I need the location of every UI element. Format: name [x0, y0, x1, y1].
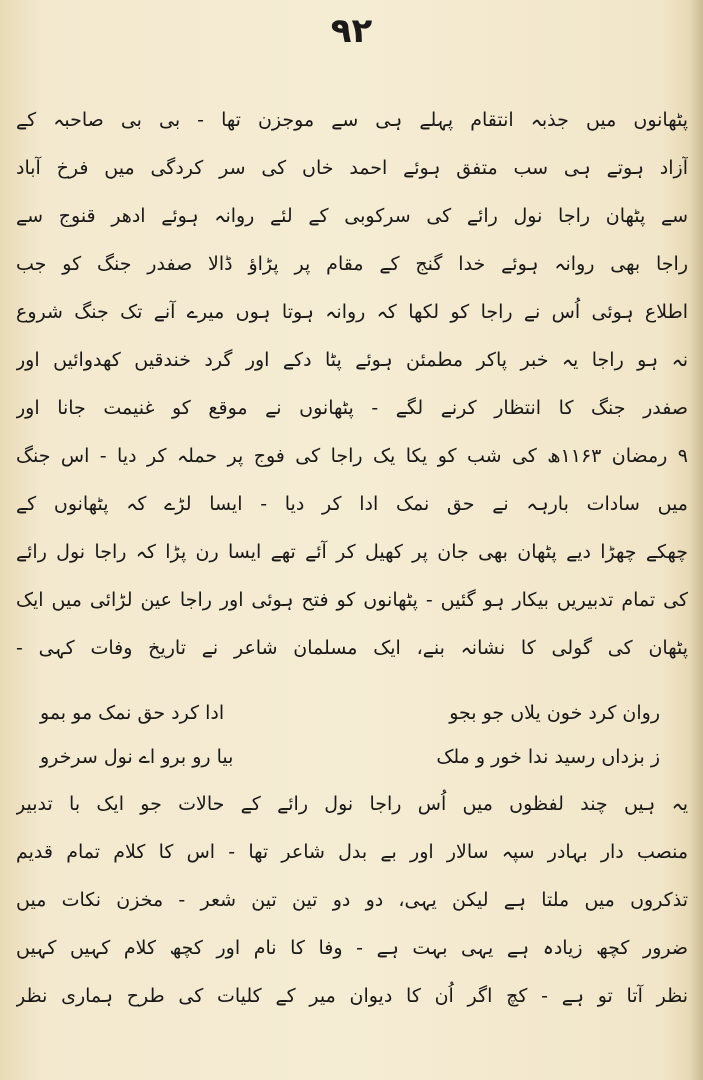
text-line: تذکروں میں ملتا ہے لیکن یہی، دو دو تین تین شعر - مخزن نکات میں [16, 889, 688, 911]
text-line: نظر آتا تو ہے - کچ اگر اُن کا دیوان میر کے کلیات کی طرح ہماری نظر [16, 985, 688, 1007]
text-line: پٹھان کی گولی کا نشانہ بنے، ایک مسلمان شاعر نے تاریخ وفات کہی - [16, 637, 688, 659]
paragraph-1 [16, 96, 688, 672]
page-number: ۹۲ [330, 11, 373, 51]
text-line: منصب دار بہادر سپہ سالار اور بے بدل شاعر تھا - اس کا کلام تمام قدیم [16, 841, 688, 863]
text-line: چھکے چھڑا دیے پٹھان بھی جان پر کھیل کر آئے تھے ایسا رن پڑا کہ راجا نول رائے [16, 541, 688, 563]
text-line: میں سادات بارہہ نے حق نمک ادا کر دیا - ایسا لڑے کہ پٹھانوں کے [16, 493, 688, 515]
paragraph-2 [16, 780, 688, 1020]
text-line: صفدر جنگ کا انتظار کرنے لگے - پٹھانوں نے موقع کو غنیمت جانا اور [16, 397, 688, 419]
verse-hemistich-right: روان کرد خون یلاں جو بجو [449, 702, 660, 724]
text-line: سے پٹھان راجا نول رائے کی سرکوبی کے لئے روانہ ہوئے ادھر قنوج سے [16, 205, 688, 227]
text-line: کی تمام تدبیریں بیکار ہو گئیں - پٹھانوں کو فتح ہوئی اور راجا عین لڑائی میں ایک [16, 589, 688, 611]
text-line: نہ ہو راجا یہ خبر پاکر مطمئن ہوئے پٹا دکے اور گرد خندقیں کھدوائیں اور [16, 349, 688, 371]
page-edge-shadow [689, 0, 703, 1080]
text-line: ضرور کچھ زیادہ ہے یہی بہت ہے - وفا کا نام اور کچھ کلام کہیں کہیں [16, 937, 688, 959]
text-line: آزاد ہوتے ہی سب متفق ہوئے احمد خاں کی سر کردگی میں فرخ آباد [16, 157, 688, 179]
verse-hemistich-left: ادا کرد حق نمک مو بمو [40, 702, 225, 724]
text-line: راجا بھی روانہ ہوئے خدا گنج کے مقام پر پڑاؤ ڈالا صفدر جنگ کو جب [16, 253, 688, 275]
text-line: اطلاع ہوئی اُس نے راجا کو لکھا کہ روانہ ہوتا ہوں میرے آنے تک جنگ شروع [16, 301, 688, 323]
text-line: یہ ہیں چند لفظوں میں اُس راجا نول رائے کے حالات جو ایک با تدبیر [16, 793, 688, 815]
verse-hemistich-right: ز بزداں رسید ندا خور و ملک [436, 746, 660, 768]
verse-line-2 [40, 734, 660, 780]
verse-line-1 [40, 690, 660, 736]
text-line: ۹ رمضان ۱۱۶۳ھ کی شب کو یکا یک راجا کی فوج پر حملہ کر دیا - اس جنگ [16, 445, 688, 467]
text-line: پٹھانوں میں جذبہ انتقام پہلے ہی سے موجزن تھا - بی بی صاحبہ کے [16, 109, 688, 131]
verse-hemistich-left: بیا رو برو اے نول سرخرو [40, 746, 234, 768]
